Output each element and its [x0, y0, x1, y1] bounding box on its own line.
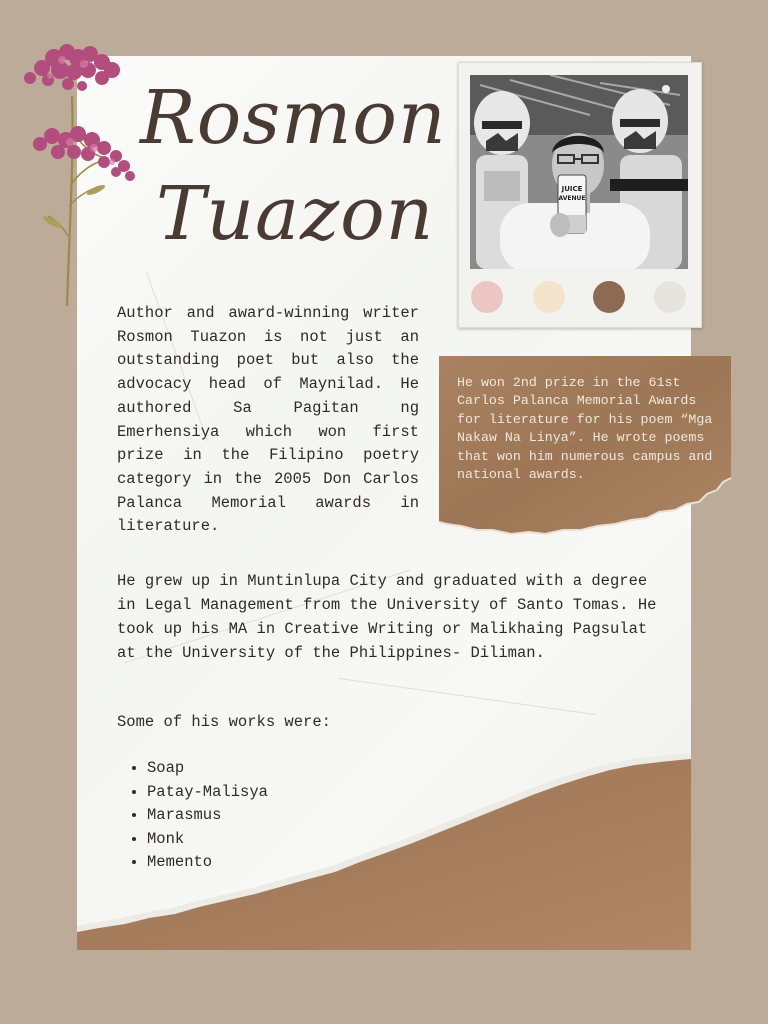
works-intro: Some of his works were:: [117, 713, 331, 731]
list-item: • Monk: [147, 828, 268, 852]
author-photo-illustration: [470, 75, 688, 269]
cup-label: JUICE: [561, 185, 583, 193]
award-note-text: He won 2nd prize in the 61st Carlos Palanca Memorial Awards for literature for his poem “Mga Nakaw Na Linya”. He wrote poems that won him numerous campus and national awards.: [457, 375, 713, 483]
list-item: • Marasmus: [147, 804, 268, 828]
author-photo: [470, 75, 688, 269]
title-first-name: Rosmon: [140, 75, 447, 161]
palette-swatch-pink: [471, 281, 503, 313]
list-item: • Memento: [147, 851, 268, 875]
cup-label-2: AVENUE: [558, 195, 586, 202]
list-item: • Patay-Malisya: [147, 781, 268, 805]
polaroid-photo-frame: [458, 62, 702, 328]
palette-swatch-brown: [593, 281, 625, 313]
palette-swatch-cream: [533, 281, 565, 313]
title-last-name: Tuazon: [156, 171, 435, 257]
works-list: [117, 757, 268, 875]
education-paragraph: He grew up in Muntinlupa City and graduated with a degree in Legal Management from the University of Santo Tomas. He took up his MA in Creative Writing or Malikhaing Pagsulat at the University of the Philippines- Diliman.: [117, 572, 657, 662]
pressed-flower-illustration: [12, 36, 152, 326]
author-name-title: [140, 70, 460, 290]
list-item: • Soap: [147, 757, 268, 781]
palette-swatch-light-gray: [654, 281, 686, 313]
bio-paragraph: Author and award-winning writer Rosmon Tuazon is not just an outstanding poet but also the advocacy head of Maynilad. He authored Sa Pagitan ng Emerhensiya which won first prize in the Filipino poetry category in the 2005 Don Carlos Palanca Memorial awards in literature.: [117, 304, 419, 536]
